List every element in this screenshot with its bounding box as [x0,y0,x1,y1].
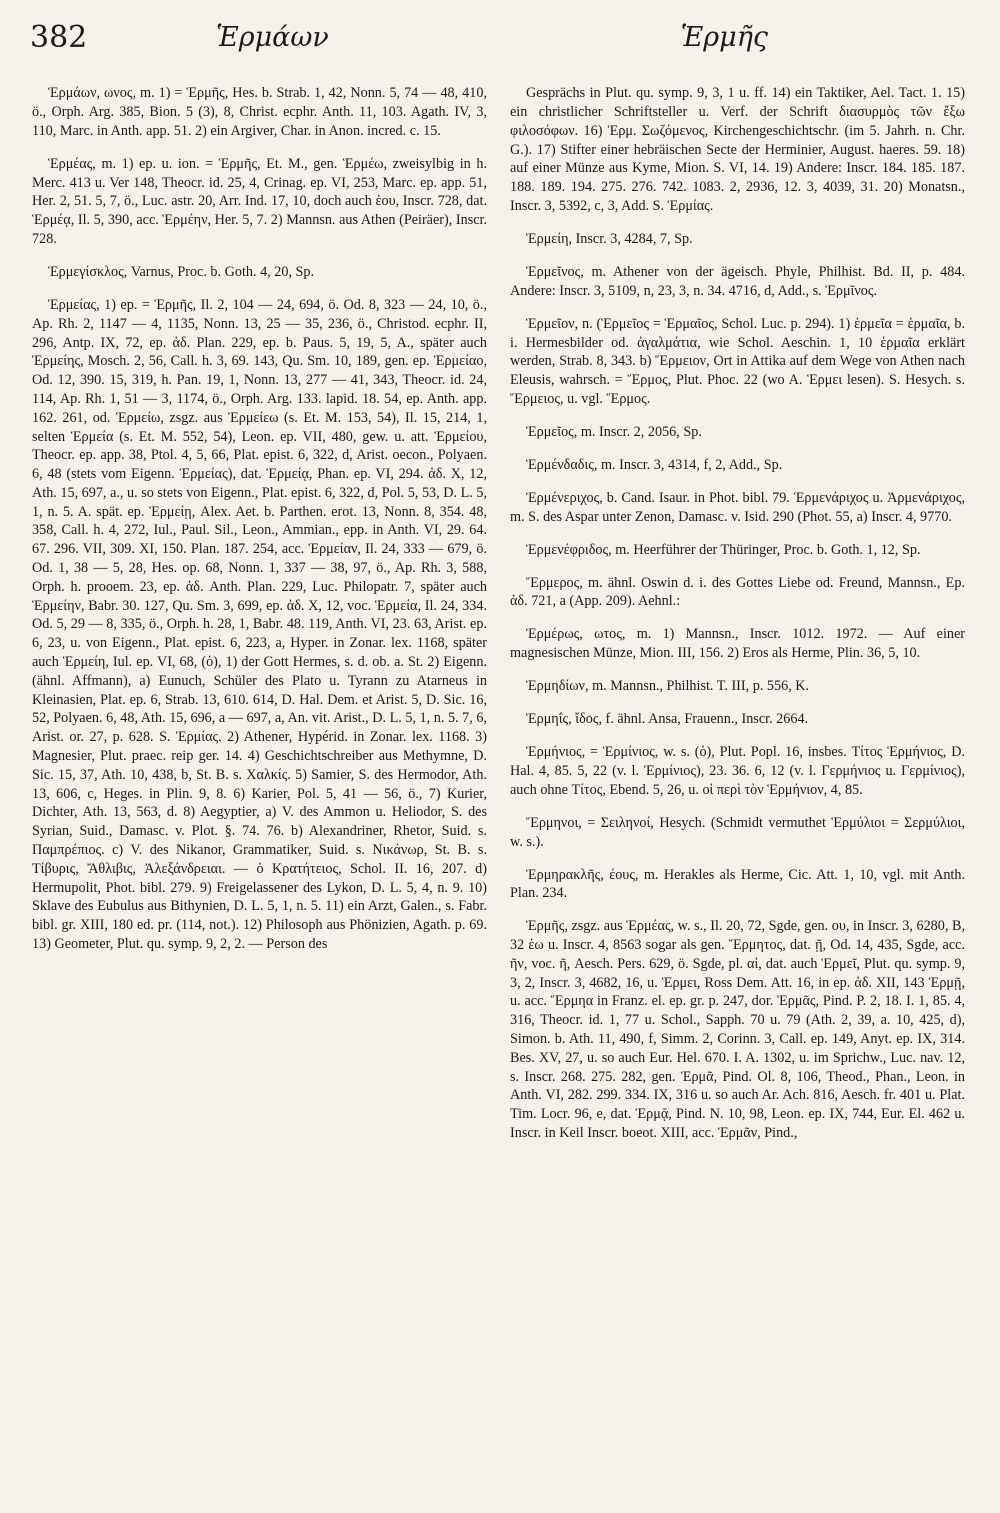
entry-hermeis: Ἑρμηΐς, ἴδος, f. ähnl. Ansa, Frauenn., Inscr. 2664. [526,711,809,728]
entry-hermeinos: Ἑρμεῖνος, m. Athener von der ägeisch. Phyle, Philhist. Bd. II, p. 484. Andere: Inscr. 3, 5109, n, 23, 3, n. 34. 4716, d, Add., s. Ἑρμῖνος. [510,263,965,299]
entry-hermeias-continued: Gesprächs in Plut. qu. symp. 9, 3, 1 u. ff. 14) ein Taktiker, Ael. Tact. 1. 15) ein christlicher Schriftsteller u. Verf. der Schrift διασυρμὸς τῶν ἔξω φιλοσόφων. 16) Ἑρμ. Σωζόμενος, Kirchengeschichtschr. (im 5. Jahrh. n. Chr. G.). 17) Stifter einer hebräischen Secte der Herminier, August. haeres. 59. 18) auf einer Münze aus Kyme, Mion. S. VI, 14. 19) Andere: Inscr. 184. 185. 187. 188. 189. 194. 275. 276. 742. 1083. 2, 2936, 12. 3, 4039, 31. 20) Monatsn., Inscr. 3, 5392, c, 3, Add. S. Ἑρμίας. [510,85,965,214]
entry-hermerakles: Ἑρμηρακλῆς, έους, m. Herakles als Herme, Cic. Att. 1, 10, vgl. mit Anth. Plan. 234. [510,866,965,902]
entry-hermedion: Ἑρμηδίων, m. Mannsn., Philhist. T. III, p. 556, K. [526,678,810,695]
entry-hermenerichos: Ἑρμένεριχος, b. Cand. Isaur. in Phot. bibl. 79. Ἑρμενάριχος u. Ἀρμενάριχος, m. S. des Aspar unter Zenon, Damasc. v. Isid. 290 (Phot. 55, a) Inscr. 4, 9770. [510,489,965,525]
entry-hermes: Ἑρμῆς, zsgz. aus Ἑρμέας, w. s., Il. 20, 72, Sgde, gen. ου, in Inscr. 3, 6280, B, 32 ἑω u. Inscr. 4, 8563 sogar als gen. Ἕρμητος, dat. ῇ, Od. 14, 435, Sgde, acc. ῆν, voc. ῆ, Aesch. Pers. 629, ö. Sgde, pl. αἱ, dat. auch Ἑρμεῖ, Plut. qu. symp. 9, 3, 2, Inscr. 3, 4682, 16, u. Ἑρμει, Ross Dem. Att. 16, in ep. ἀδ. XII, 143 Ἑρμῇ, u. acc. Ἕρμηα in Franz. el. ep. gr. p. 247, dor. Ἑρμᾶς, Pind. P. 2, 18. I. 1, 85. 4, 316, Theocr. id. 1, 77 u. Schol., Sapph. 70 u. 79 (Ath. 2, 39, a. 10, 425, d), Simon. b. Ath. 11, 490, f, Simm. 2, Corinn. 3, Call. ep. 149, Anyt. ep. IX, 314. Bes. XV, 27, u. so auch Eur. Hel. 670. I. A. 1302, u. im Sprichw., Luc. nav. 12, s. Inscr. 268. 275. 282, gen. Ἑρμᾶ, Pind. Ol. 8, 106, Theod., Phan., Leon. in Anth. VI, 282. 299. 334. IX, 316 u. so auch Ar. Ach. 816, Aesch. fr. 401 u. Plat. Tim. Locr. 96, e, dat. Ἑρμᾷ, Pind. N. 10, 98, Leon. ep. IX, 744, Eur. El. 462 u. Inscr. in Keil Inscr. boeot. XIII, acc. Ἑρμᾶν, Pind., [510,918,965,1142]
entry-hermeion: Ἑρμεῖον, n. (Ἑρμεῖος = Ἑρμαῖος, Schol. Luc. p. 294). 1) ἑρμεῖα = ἑρμαῖα, b. i. Hermesbilder od. ἀγαλμάτια, wie Schol. Aeschin. 1, 10 ἑρμαῖα erklärt werden, Strab. 8, 343. b) Ἕρμειον, Ort in Attika auf dem Wege von Athen nach Eleusis, wahrsch. = Ἕρμος, Plut. Phoc. 22 (wo A. Ἑρμει lesen). S. Hesych. s. Ἕρμειος, u. vgl. Ἕρμος. [510,315,965,407]
entry-hermendadis: Ἑρμένδαδις, m. Inscr. 3, 4314, f, 2, Add., Sp. [526,456,783,473]
entry-hermeios: Ἑρμεῖος, m. Inscr. 2, 2056, Sp. [526,423,702,440]
running-headword-left: Ἑρμάων [216,22,329,53]
entry-hermegisklos: Ἑρμεγίσκλος, Varnus, Proc. b. Goth. 4, 20, Sp. [48,263,315,280]
entry-hermenios: Ἑρμήνιος, = Ἑρμίνιος, w. s. (ὁ), Plut. Popl. 16, insbes. Τίτος Ἑρμήνιος, D. Hal. 4, 85. 5, 22 (v. l. Ἑρμίνιος), 23. 36. 6, 12 (v. l. Γερμήνιος u. Γερμίνιος), auch ohne Τίτος, Ebend. 5, 26, u. οἱ περὶ τὸν Ἑρμήνιον, 4, 85. [510,744,965,798]
page-number: 382 [30,20,88,55]
entry-hermeias: Ἑρμείας, 1) ep. = Ἑρμῆς, Il. 2, 104 — 24, 694, ö. Od. 8, 323 — 24, 10, ö., Ap. Rh. 2, 1147 — 4, 1135, Nonn. 13, 25 — 35, 236, ö., Christod. ecphr. II, 296, Antp. IX, 72, ep. ἀδ. Plan. 229, ep. b. Paus. 5, 19, 5, A., später auch Ἑρμείης, Mosch. 2, 56, Call. h. 3, 69. 143, Qu. Sm. 10, 189, gen. ep. Ἑρμείαο, Od. 12, 390. 15, 319, h. Pan. 19, 1, Nonn. 13, 277 — 41, 343, Theocr. id. 24, 114, Ap. Rh. 1, 51 — 3, 1174, ö., Orph. Arg. 133. lapid. 18. 54, ep. Anth. app. 162. 261, od. Ἑρμείω, zsgz. aus Ἑρμείεω (s. Et. M. 153, 54), Il. 15, 214, 1, selten Ἑρμεία (s. Et. M. 552, 54), Leon. ep. VII, 480, gew. u. att. Ἑρμείου, Theocr. ep. app. 38, Ptol. 4, 5, 66, Plat. epist. 6, 322, d, Arist. oecon., Polyaen. 6, 48 (stets vom Eigenn. Ἑρμείας), dat. Ἑρμείᾳ, Phan. ep. VI, 294. ἀδ. X, 12, Ath. 15, 697, a., u. so stets von Eigenn., Plat. epist. 6, 322, d, Pol. 5, 53, D. L. 5, 1, n. 5. A. spät. ep. Ἑρμείῃ, Alex. Aet. b. Parthen. erot. 13, Nonn. 8, 354. 48, 358, Call. h. 4, 272, Iul., Paul. Sil., Leon., Ammian., epp. in Anth. VI, 29. 64. 67. 296. VII, 309. XI, 150. Plan. 187. 254, acc. Ἑρμείαν, Il. 24, 333 — 679, ö. Od. 1, 38 — 5, 28, Hes. op. 68, Nonn. 1, 337 — 38, 97, ö., Ap. Rh. 3, 588, Orph. h. prooem. 23, ep. ἀδ. Anth. Plan. 229, Luc. Philopatr. 7, später auch Ἑρμείην, Babr. 30. 127, Qu. Sm. 3, 699, ep. ἀδ. X, 12, voc. Ἑρμεία, Il. 24, 334. Od. 5, 29 — 8, 335, ö., Orph. h. 28, 1, Babr. 48. 119, Anth. VI, 23. 63, Arist. ep. 6, 23, u. von Eigenn., Plat. epist. 6, 223, a, Hyper. in Zonar. lex. 1168, später auch Ἑρμείη, Iul. ep. VI, 68, (ὁ), 1) der Gott Hermes, s. d. ob. a. St. 2) Eigenn. (ähnl. Affmann), a) Eunuch, Schüler des Plato u. Tyrann zu Atarneus in Kleinasien, Plat. ep. 6, Strab. 13, 610. 614, D. Hal. Dem. et Arist. 5, D. Sic. 16, 52, Polyaen. 6, 48, Ath. 15, 696, a — 697, a, An. vit. Arist., D. L. 5, 1, n. 5. 7, 6, Arist. or. 27, p. 628. S. Ἑρμίας. 2) Athener, Hypérid. in Zonar. lex. 1168. 3) Magnesier, Plut. praec. reip ger. 14. 4) Geschichtschreiber aus Methymne, D. Sic. 15, 37, Ath. 10, 438, b, St. B. s. Χαλκίς. 5) Samier, S. des Hermodor, Ath. 13, 606, c, Heges. in Plin. 9, 8. 6) Karier, Pol. 5, 41 — 56, ö., 7) Kurier, Dichter, Ath. 13, 563, d. 8) Aegyptier, a) V. des Ammon u. Heliodor, S. des Syrian, Suid., Damasc. v. Plot. §. 74. 76. b) Alexandriner, Rhetor, Suid. s. Παμπρέπιος. c) V. des Nikanor, Grammatiker, Suid. s. Νικάνωρ, St. B. s. Τίβυρις, Ἄθλιβις, Ἀλεξάνδρειαι. — ὁ Κρατήτειος, Schol. II. 16, 207. d) Hermupolit, Phot. bibl. 279. 9) Freigelassener des Lykon, D. L. 5, 4, n. 9. 10) Sklave des Eubulus aus Bithynien, D. L. 5, 1, n. 5. 11) ein Arzt, Galen., s. Fabr. bibl. gr. XIII, 180 ed. pr. (114, not.). 12) Philosoph aus Phönizien, Agath. p. 69. 13) Geometer, Plut. qu. symp. 9, 2, 2. — Person des [32,296,487,953]
entry-hermeie: Ἑρμείη, Inscr. 3, 4284, 7, Sp. [526,230,693,247]
entry-hermeros-otos: Ἑρμέρως, ωτος, m. 1) Mannsn., Inscr. 1012. 1972. — Auf einer magnesischen Münze, Mion. III, 156. 2) Eros als Herme, Plin. 36, 5, 10. [510,626,965,662]
entry-hermenefridos: Ἑρμενέφριδος, m. Heerführer der Thüringer, Proc. b. Goth. 1, 12, Sp. [526,541,921,558]
entry-hermenoi: Ἕρμηνοι, = Σειληνοί, Hesych. (Schmidt vermuthet Ἑρμύλιοι = Σερμύλιοι, w. s.). [510,814,965,850]
right-column [510,70,965,1157]
running-headword-right: Ἑρμῆς [680,22,768,53]
entry-hermeros: Ἕρμερος, m. ähnl. Oswin d. i. des Gottes Liebe od. Freund, Mannsn., Ep. ἀδ. 721, a (App. 209). Aehnl.: [510,574,965,610]
entry-hermeas: Ἑρμέας, m. 1) ep. u. ion. = Ἑρμῆς, Et. M., gen. Ἑρμέω, zweisylbig in h. Merc. 413 u. Ver 148, Theocr. id. 25, 4, Crinag. ep. VI, 253, Marc. ep. app. 51, Her. 2, 51. 5, 7, ö., Luc. astr. 20, Arr. Ind. 17, 10, doch auch ἑου, Inscr. 728, dat. Ἑρμέᾳ, Il. 5, 390, acc. Ἑρμέην, Her. 5, 7. 2) Mannsn. aus Athen (Peiräer), Inscr. 728. [32,155,487,247]
page-header [30,14,968,60]
entry-hermaon: Ἑρμάων, ωνος, m. 1) = Ἑρμῆς, Hes. b. Strab. 1, 42, Nonn. 5, 74 — 48, 410, ö., Orph. Arg. 385, Bion. 5 (3), 8, Christ. ecphr. Anth. 11, 103. Agath. IV, 3, 110, Marc. in Anth. app. 51. 2) ein Argiver, Char. in Anon. incred. c. 15. [32,85,487,139]
left-column [32,70,487,968]
